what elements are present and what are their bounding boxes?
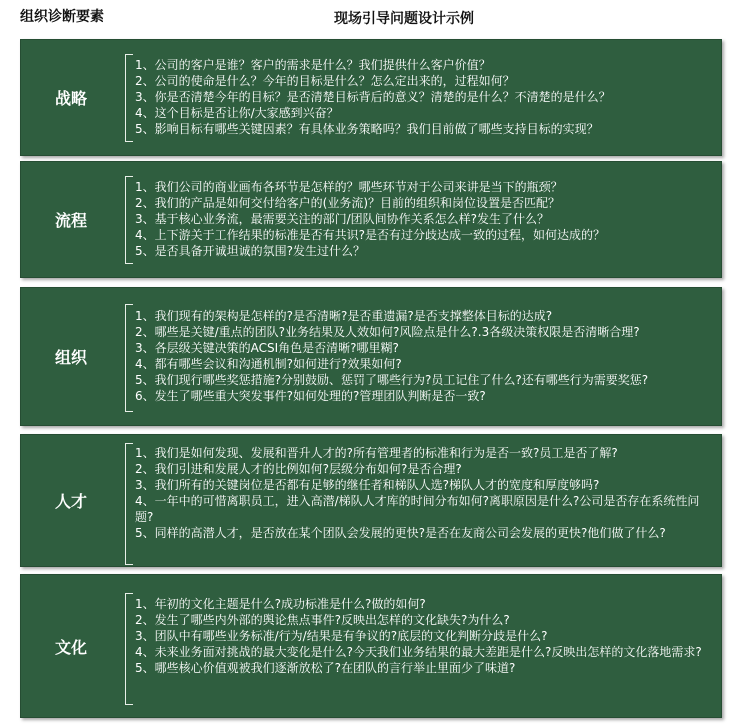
header-left-title: 组织诊断要素 bbox=[20, 9, 104, 25]
question-list bbox=[135, 308, 713, 404]
bracket-divider bbox=[125, 593, 133, 705]
bracket-divider bbox=[125, 176, 133, 264]
question-item: 2、发生了哪些内外部的舆论焦点事件?反映出怎样的文化缺失?为什么? bbox=[135, 613, 510, 627]
question-list bbox=[135, 57, 713, 137]
section-title: 文化 bbox=[54, 637, 87, 657]
bracket-divider bbox=[125, 304, 133, 412]
question-item: 2、我们引进和发展人才的比例如何?层级分布如何?是否合理? bbox=[135, 462, 462, 476]
question-list bbox=[135, 179, 713, 259]
question-list bbox=[135, 445, 713, 541]
question-item: 1、我们公司的商业画布各环节是怎样的？哪些环节对于公司来讲是当下的瓶颈？ bbox=[135, 180, 563, 194]
question-item: 1、公司的客户是谁？客户的需求是什么？我们提供什么客户价值？ bbox=[135, 58, 491, 72]
question-item: 5、同样的高潜人才，是否放在某个团队会发展的更快?是否在友商公司会发展的更快?他们做了什么? bbox=[135, 526, 666, 540]
question-list bbox=[135, 596, 713, 676]
header-center-title: 现场引导问题设计示例 bbox=[334, 11, 474, 27]
question-item: 3、你是否清楚今年的目标？是否清楚目标背后的意义？清楚的是什么？不清楚的是什么？ bbox=[135, 90, 611, 104]
question-item: 4、一年中的可惜离职员工，进入高潜/梯队人才库的时间分布如何?离职原因是什么?公司是否存在系统性问题? bbox=[135, 494, 700, 524]
section-title: 组织 bbox=[54, 348, 87, 367]
question-item: 3、团队中有哪些业务标准/行为/结果是有争议的?底层的文化判断分歧是什么? bbox=[135, 629, 548, 643]
section-title: 人才 bbox=[54, 492, 87, 511]
question-item: 4、都有哪些会议和沟通机制?如何进行?效果如何? bbox=[135, 357, 402, 371]
question-item: 3、各层级关键决策的ACSI角色是否清晰?哪里糊? bbox=[135, 341, 399, 355]
question-item: 1、年初的文化主题是什么?成功标准是什么?做的如何? bbox=[135, 597, 426, 611]
section-title: 战略 bbox=[54, 89, 87, 108]
section-process bbox=[20, 161, 722, 278]
question-item: 4、上下游关于工作结果的标准是否有共识?是否有过分歧达成一致的过程，如何达成的？ bbox=[135, 228, 606, 242]
question-item: 1、我们是如何发现、发展和晋升人才的?所有管理者的标准和行为是否一致?员工是否了解? bbox=[135, 446, 618, 460]
bracket-divider bbox=[125, 443, 133, 565]
question-item: 2、我们的产品是如何交付给客户的(业务流)？目前的组织和岗位设置是否匹配？ bbox=[135, 196, 561, 210]
bracket-divider bbox=[125, 54, 133, 142]
section-strategy bbox=[20, 39, 722, 156]
question-item: 3、我们所有的关键岗位是否都有足够的继任者和梯队人选?梯队人才的宽度和厚度够吗? bbox=[135, 478, 600, 492]
question-item: 4、未来业务面对挑战的最大变化是什么?今天我们业务结果的最大差距是什么?反映出怎样的文化落地需求? bbox=[135, 645, 702, 659]
question-item: 2、公司的使命是什么？今年的目标是什么？怎么定出来的，过程如何？ bbox=[135, 74, 515, 88]
question-item: 5、影响目标有哪些关键因素？有具体业务策略吗？我们目前做了哪些支持目标的实现？ bbox=[135, 122, 599, 136]
question-item: 2、哪些是关键/重点的团队?业务结果及人效如何?风险点是什么?.3各级决策权限是否清晰合理? bbox=[135, 325, 640, 339]
question-item: 3、基于核心业务流，最需要关注的部门/团队间协作关系怎么样?发生了什么？ bbox=[135, 212, 550, 226]
question-item: 5、哪些核心价值观被我们逐渐放松了?在团队的言行举止里面少了味道? bbox=[135, 661, 516, 675]
question-item: 5、是否具备开诚坦诚的氛围?发生过什么？ bbox=[135, 244, 366, 258]
section-culture bbox=[20, 574, 722, 718]
question-item: 6、发生了哪些重大突发事件?如何处理的?管理团队判断是否一致? bbox=[135, 389, 486, 403]
section-title: 流程 bbox=[54, 211, 87, 230]
question-item: 1、我们现有的架构是怎样的?是否清晰?是否重遗漏?是否支撑整体目标的达成? bbox=[135, 309, 553, 323]
section-organization bbox=[20, 287, 722, 426]
question-item: 5、我们现行哪些奖惩措施?分别鼓励、惩罚了哪些行为?员工记住了什么?还有哪些行为需要奖惩? bbox=[135, 373, 649, 387]
question-item: 4、这个目标是否让你/大家感到兴奋？ bbox=[135, 106, 339, 120]
section-talent bbox=[20, 434, 722, 567]
